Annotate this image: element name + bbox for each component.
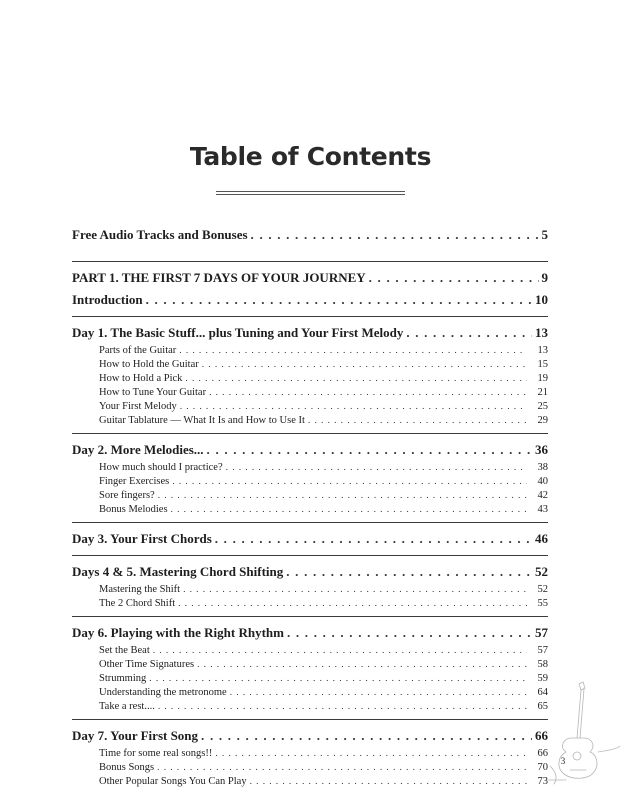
dot-leader	[178, 597, 527, 611]
toc-entry-day7[interactable]	[72, 725, 548, 747]
toc-entry-day1[interactable]	[72, 322, 548, 344]
toc-subentry[interactable]	[72, 686, 548, 700]
toc-subentry-label: The 2 Chord Shift	[99, 598, 176, 609]
toc-subentry[interactable]	[72, 461, 548, 475]
toc-subentry-page: 19	[537, 373, 548, 384]
toc-entry-page: 57	[535, 625, 548, 640]
toc-subentry[interactable]	[72, 700, 548, 714]
toc-subentry-page: 57	[537, 645, 548, 656]
toc-subentry[interactable]	[72, 747, 548, 761]
dot-leader	[172, 475, 527, 489]
dot-leader	[406, 322, 532, 344]
toc-subentry-page: 52	[537, 584, 548, 595]
toc-subentry-page: 73	[537, 776, 548, 787]
toc-entry-page: 9	[541, 270, 548, 285]
toc-subentry-label: Guitar Tablature — What It Is and How to Use It	[99, 415, 305, 426]
toc-subentry[interactable]	[72, 400, 548, 414]
toc-subentry[interactable]	[72, 658, 548, 672]
toc-subentry-page: 70	[537, 762, 548, 773]
toc-subentry[interactable]	[72, 372, 548, 386]
toc-subentry-page: 64	[537, 687, 548, 698]
toc-entry-label: Day 7. Your First Song	[72, 728, 199, 743]
page-title: Table of Contents	[189, 142, 432, 171]
divider	[72, 433, 548, 434]
divider	[72, 555, 548, 556]
toc-entry-introduction[interactable]	[72, 289, 548, 311]
dot-leader	[197, 658, 527, 672]
toc-subentry-label: Time for some real songs!!	[99, 748, 213, 759]
divider	[72, 316, 548, 317]
toc-subentry[interactable]	[72, 489, 548, 503]
toc-subentry[interactable]	[72, 358, 548, 372]
toc-subentry-label: How to Hold the Guitar	[99, 359, 199, 370]
toc-entry-label: Day 6. Playing with the Right Rhythm	[72, 625, 284, 640]
toc-subentry-label: Bonus Melodies	[99, 504, 168, 515]
toc-entry-part1[interactable]	[72, 267, 548, 289]
toc-subentry-page: 65	[537, 701, 548, 712]
toc-subentry-page: 15	[537, 359, 548, 370]
toc-subentry-page: 59	[537, 673, 548, 684]
toc-entry-label: Day 1. The Basic Stuff... plus Tuning and Your First Melody	[72, 325, 404, 340]
dot-leader	[202, 358, 527, 372]
toc-subentry-page: 29	[537, 415, 548, 426]
toc-entry-audio[interactable]	[72, 224, 548, 246]
dot-leader	[308, 414, 527, 428]
toc-entry-day2[interactable]	[72, 439, 548, 461]
toc-subentry-label: Other Popular Songs You Can Play	[99, 776, 247, 787]
spacer	[72, 246, 548, 261]
toc-subentry-page: 40	[537, 476, 548, 487]
toc-entry-label: PART 1. THE FIRST 7 DAYS OF YOUR JOURNEY	[72, 270, 366, 285]
toc-subentry-label: Parts of the Guitar	[99, 345, 177, 356]
toc-subentry-page: 43	[537, 504, 548, 515]
toc-entry-day6[interactable]	[72, 622, 548, 644]
toc-entry-page: 52	[535, 564, 548, 579]
toc-subentry-page: 66	[537, 748, 548, 759]
page-number: 3	[560, 756, 566, 766]
toc-entry-page: 10	[535, 292, 548, 307]
toc-entry-page: 13	[535, 325, 548, 340]
toc-subentry-label: Bonus Songs	[99, 762, 155, 773]
dot-leader	[250, 775, 527, 789]
toc-entry-day4-5[interactable]	[72, 561, 548, 583]
dot-leader	[230, 686, 527, 700]
toc-subentry[interactable]	[72, 597, 548, 611]
dot-leader	[183, 583, 527, 597]
toc-subentry-page: 13	[537, 345, 548, 356]
dot-leader	[153, 644, 527, 658]
dot-leader	[251, 224, 539, 246]
toc-entry-label: Days 4 & 5. Mastering Chord Shifting	[72, 564, 284, 579]
toc-entry-page: 36	[535, 442, 548, 457]
dot-leader	[207, 439, 532, 461]
dot-leader	[185, 372, 527, 386]
dot-leader	[157, 761, 527, 775]
dot-leader	[146, 289, 532, 311]
toc-subentry-label: How to Tune Your Guitar	[99, 387, 207, 398]
toc-subentry-label: Your First Melody	[99, 401, 177, 412]
toc-entry-day3[interactable]	[72, 528, 548, 550]
toc-subentry-page: 38	[537, 462, 548, 473]
dot-leader	[179, 344, 527, 358]
guitar-sketch-icon	[546, 680, 621, 790]
divider	[72, 719, 548, 720]
toc-subentry[interactable]	[72, 775, 548, 789]
toc-subentry-page: 42	[537, 490, 548, 501]
toc-subentry-page: 25	[537, 401, 548, 412]
toc-entry-page: 46	[535, 531, 548, 546]
dot-leader	[158, 700, 527, 714]
title-double-rule	[216, 191, 405, 195]
toc-subentry-label: Mastering the Shift	[99, 584, 181, 595]
dot-leader	[226, 461, 527, 475]
toc-entry-label: Day 2. More Melodies...	[72, 442, 204, 457]
toc-subentry-label: Take a rest....	[99, 701, 155, 712]
table-of-contents	[72, 224, 548, 789]
toc-subentry-page: 21	[537, 387, 548, 398]
toc-subentry-label: Other Time Signatures	[99, 659, 195, 670]
toc-subentry-label: Sore fingers?	[99, 490, 155, 501]
toc-subentry[interactable]	[72, 583, 548, 597]
divider	[72, 616, 548, 617]
dot-leader	[287, 622, 532, 644]
toc-subentry-label: How to Hold a Pick	[99, 373, 183, 384]
dot-leader	[149, 672, 527, 686]
toc-entry-page: 66	[535, 728, 548, 743]
toc-subentry-page: 55	[537, 598, 548, 609]
toc-entry-label: Day 3. Your First Chords	[72, 531, 212, 546]
divider	[72, 261, 548, 262]
toc-subentry-label: Set the Beat	[99, 645, 150, 656]
dot-leader	[171, 503, 527, 517]
dot-leader	[286, 561, 532, 583]
toc-subentry[interactable]	[72, 475, 548, 489]
toc-subentry[interactable]	[72, 386, 548, 400]
toc-subentry-label: How much should I practice?	[99, 462, 223, 473]
toc-entry-label: Free Audio Tracks and Bonuses	[72, 227, 248, 242]
toc-subentry[interactable]	[72, 672, 548, 686]
toc-subentry[interactable]	[72, 761, 548, 775]
dot-leader	[369, 267, 539, 289]
toc-subentry[interactable]	[72, 503, 548, 517]
dot-leader	[209, 386, 527, 400]
dot-leader	[215, 528, 532, 550]
toc-subentry-label: Strumming	[99, 673, 147, 684]
dot-leader	[201, 725, 532, 747]
toc-entry-page: 5	[541, 227, 548, 242]
toc-subentry-label: Finger Exercises	[99, 476, 170, 487]
toc-entry-label: Introduction	[72, 292, 143, 307]
toc-subentry[interactable]	[72, 344, 548, 358]
divider	[72, 522, 548, 523]
dot-leader	[215, 747, 527, 761]
dot-leader	[180, 400, 527, 414]
dot-leader	[158, 489, 527, 503]
toc-subentry[interactable]	[72, 414, 548, 428]
toc-subentry[interactable]	[72, 644, 548, 658]
toc-subentry-page: 58	[537, 659, 548, 670]
toc-subentry-label: Understanding the metronome	[99, 687, 227, 698]
